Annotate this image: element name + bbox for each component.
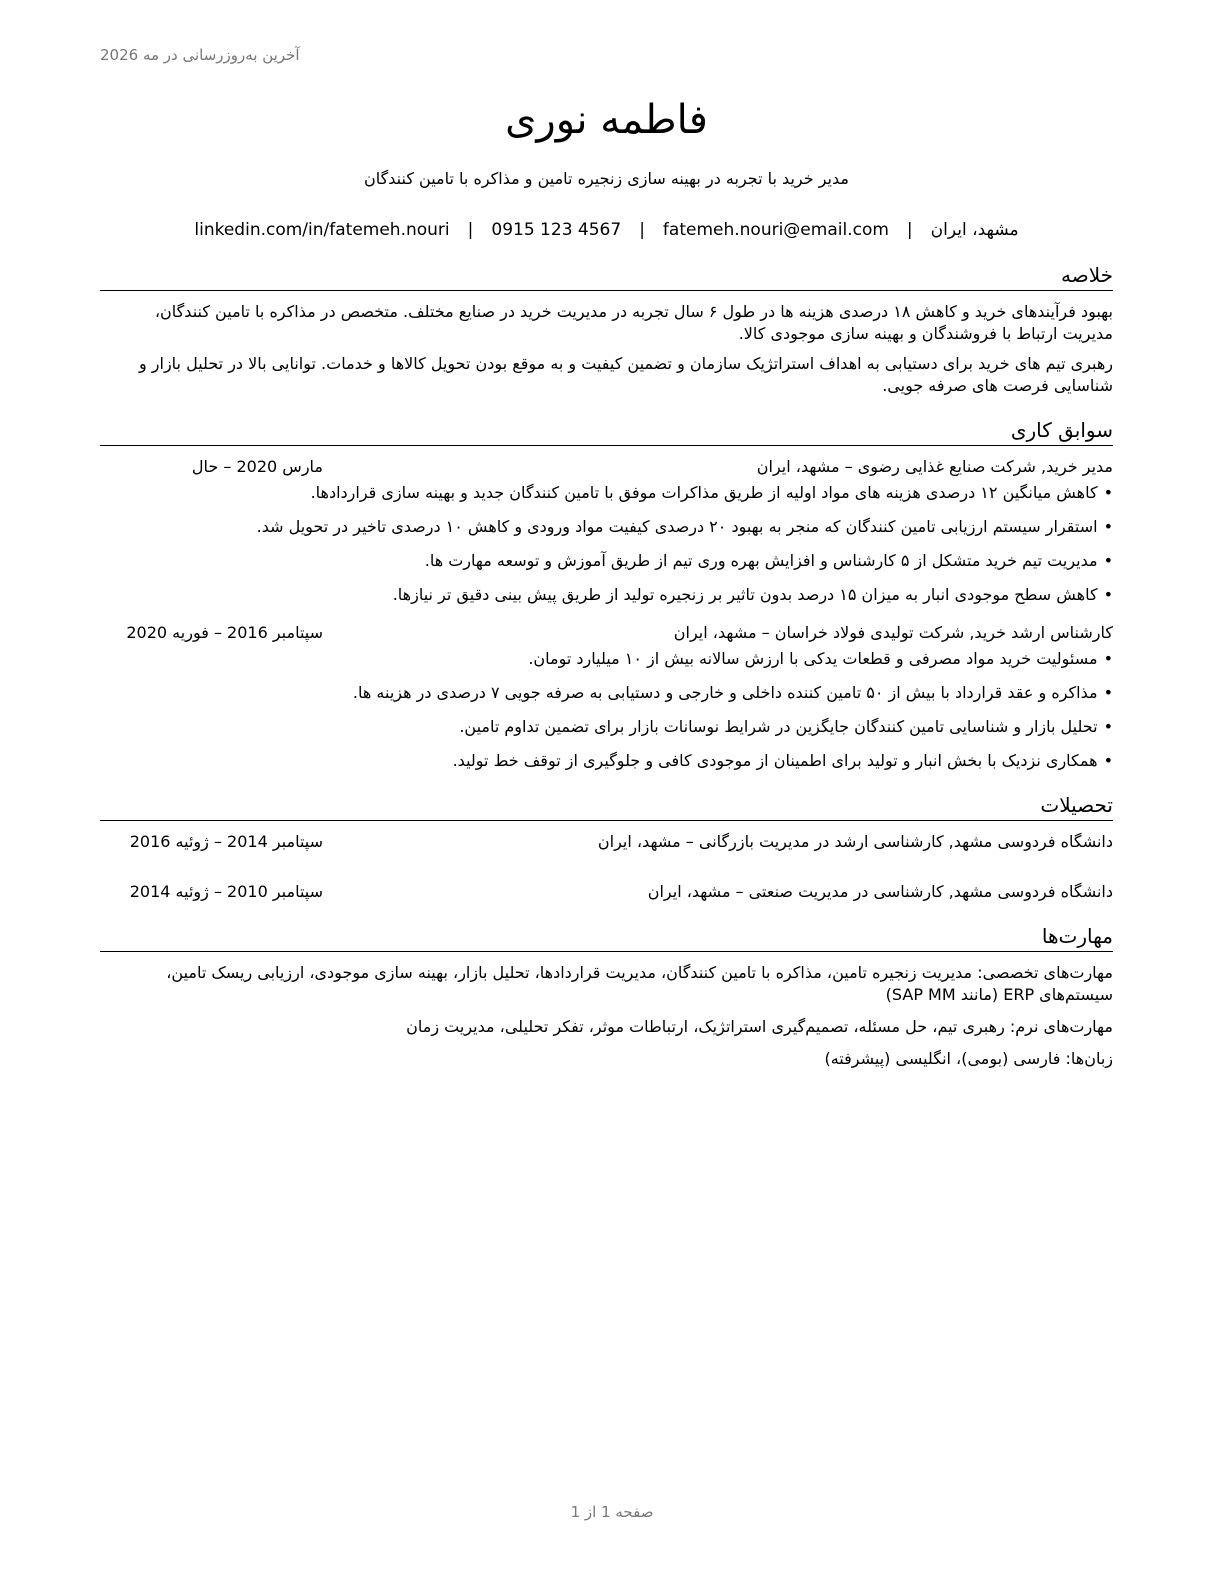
section-title-skills: مهارت‌ها [100, 923, 1113, 952]
job-header [100, 622, 1113, 644]
job-bullet: •استقرار سیستم ارزیابی تامین کنندگان که منجر به بهبود ۲۰ درصدی کیفیت مواد ورودی و کاهش ۱۰ درصدی تاخیر در تحویل شد. [256, 517, 1113, 536]
contact-separator: | [639, 220, 645, 240]
job-role: مدیر خرید, شرکت صنایع غذایی رضوی – مشهد، ایران [756, 457, 1113, 476]
education-entry [100, 831, 1113, 853]
job-entry [100, 456, 1113, 606]
contact-phone: 0915 123 4567 [491, 220, 622, 240]
job-dates: مارس 2020 – حال [191, 457, 323, 476]
candidate-headline: مدیر خرید با تجربه در بهینه سازی زنجیره تامین و مذاکره با تامین کنندگان [364, 169, 849, 188]
job-bullet: •کاهش سطح موجودی انبار به میزان ۱۵ درصد بدون تاثیر بر زنجیره تولید از طریق پیش بینی دقیق تر نیازها. [392, 585, 1113, 604]
education-dates: سپتامبر 2010 – ژوئیه 2014 [129, 882, 323, 901]
section-title-experience: سوابق کاری [100, 417, 1113, 446]
summary-paragraph: رهبری تیم های خرید برای دستیابی به اهداف استراتژیک سازمان و تضمین کیفیت و به موقع بودن تحویل کالاها و خدمات. توانایی بالا در تحلیل بازار و شناسایی فرصت های صرفه جویی. [138, 354, 1113, 395]
candidate-name: فاطمه نوری [505, 97, 708, 143]
skills-section [100, 923, 1113, 1070]
job-bullets [100, 482, 1113, 606]
job-dates: سپتامبر 2016 – فوریه 2020 [126, 623, 323, 642]
skills-line: مهارت‌های نرم: رهبری تیم، حل مسئله، تصمیم‌گیری استراتژیک، ارتباطات موثر، تفکر تحلیلی، مدیریت زمان [406, 1017, 1113, 1036]
job-bullet: •تحلیل بازار و شناسایی تامین کنندگان جایگزین در شرایط نوسانات بازار برای تضمین تداوم تامین. [459, 717, 1113, 736]
summary-paragraph: بهبود فرآیندهای خرید و کاهش ۱۸ درصدی هزینه ها در طول ۶ سال تجربه در مدیریت خرید در صنایع مختلف. متخصص در مذاکره با تامین کنندگان، مدیریت ارتباط با فروشندگان و بهینه سازی موجودی کالا. [154, 302, 1113, 343]
contact-line [100, 218, 1113, 242]
section-title-education: تحصیلات [100, 792, 1113, 821]
job-bullet: •مذاکره و عقد قرارداد با بیش از ۵۰ تامین کننده داخلی و خارجی و دستیابی به صرفه جویی ۷ درصدی در هزینه ها. [352, 683, 1113, 702]
contact-separator: | [467, 220, 474, 240]
education-dates: سپتامبر 2014 – ژوئیه 2016 [129, 832, 323, 851]
job-bullet: •مسئولیت خرید مواد مصرفی و قطعات یدکی با ارزش سالانه بیش از ۱۰ میلیارد تومان. [528, 649, 1113, 668]
contact-email[interactable]: fatemeh.nouri@email.com [662, 220, 889, 240]
skills-line: مهارت‌های تخصصی: مدیریت زنجیره تامین، مذاکره با تامین کنندگان، مدیریت قراردادها، تحلیل بازار، بهینه سازی موجودی، ارزیابی ریسک تامین، سیستم‌های ERP (مانند SAP MM) [166, 963, 1113, 1004]
summary-section [100, 262, 1113, 397]
job-entry [100, 622, 1113, 772]
job-bullet: •همکاری نزدیک با بخش انبار و تولید برای اطمینان از موجودی کافی و جلوگیری از توقف خط تولید. [452, 751, 1113, 770]
section-title-summary: خلاصه [100, 262, 1113, 291]
education-entry [100, 881, 1113, 903]
last-updated-note: آخرین به‌روزرسانی در مه 2026 [100, 46, 300, 64]
contact-linkedin[interactable]: linkedin.com/in/fatemeh.nouri [194, 220, 450, 240]
education-section [100, 792, 1113, 903]
job-bullet: •کاهش میانگین ۱۲ درصدی هزینه های مواد اولیه از طریق مذاکرات موفق با تامین کنندگان جدید و بهینه سازی قراردادها. [310, 483, 1113, 502]
resume-page [100, 90, 1113, 1080]
education-degree: دانشگاه فردوسی مشهد, کارشناسی ارشد در مدیریت بازرگانی – مشهد، ایران [597, 832, 1113, 851]
job-bullets [100, 648, 1113, 772]
page-number: صفحه 1 از 1 [570, 1503, 654, 1521]
job-header [100, 456, 1113, 478]
contact-separator: | [906, 220, 913, 240]
job-bullet: •مدیریت تیم خرید متشکل از ۵ کارشناس و افزایش بهره وری تیم از طریق آموزش و توسعه مهارت ها. [424, 551, 1113, 570]
experience-section [100, 417, 1113, 772]
job-role: کارشناس ارشد خرید, شرکت تولیدی فولاد خراسان – مشهد، ایران [673, 623, 1113, 642]
contact-location: مشهد، ایران [930, 220, 1019, 240]
education-degree: دانشگاه فردوسی مشهد, کارشناسی در مدیریت صنعتی – مشهد، ایران [647, 882, 1113, 901]
skills-line: زبان‌ها: فارسی (بومی)، انگلیسی (پیشرفته) [824, 1049, 1113, 1068]
